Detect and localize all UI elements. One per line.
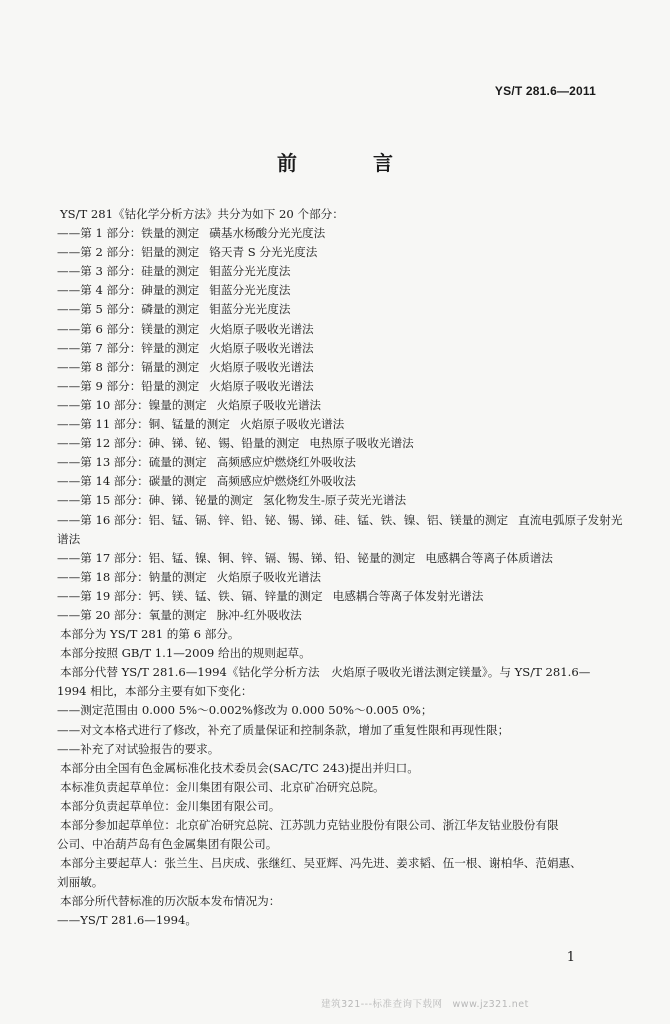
part-item xyxy=(57,224,605,243)
paragraph: 本部分为 YS/T 281 的第 6 部分。 xyxy=(60,627,240,642)
part-label: ——第 7 部分：锌量的测定 xyxy=(57,340,200,355)
intro-paragraph: YS/T 281《钴化学分析方法》共分为如下 20 个部分： xyxy=(60,207,344,221)
watermark-text: 建筑321---标准查询下载网 www.jz321.net xyxy=(321,999,529,1010)
page-number: 1 xyxy=(566,950,575,965)
part-method: 直流电弧原子发射光 xyxy=(518,512,623,527)
part-method: 火焰原子吸收光谱法 xyxy=(209,321,314,336)
part-method: 火焰原子吸收光谱法 xyxy=(216,397,322,412)
part-item xyxy=(57,339,605,358)
part-method: 火焰原子吸收光谱法 xyxy=(239,417,345,432)
paragraph: 本部分代替 YS/T 281.6—1994《钴化学分析方法 火焰原子吸收光谱法测定镁量》。与 YS/T 281.6— xyxy=(60,665,591,680)
part-item xyxy=(57,587,605,606)
part-item xyxy=(57,262,605,281)
part-method: 火焰原子吸收光谱法 xyxy=(209,378,314,393)
part-label: ——第 18 部分：钠量的测定 xyxy=(57,569,207,584)
part-item xyxy=(57,300,605,319)
part-label: ——第 6 部分：镁量的测定 xyxy=(57,321,200,336)
part-item xyxy=(57,511,623,530)
part-method: 氢化物发生-原子荧光光谱法 xyxy=(263,493,407,508)
part-item xyxy=(57,377,605,396)
page-title: 前 言 xyxy=(277,151,421,175)
part-method: 火焰原子吸收光谱法 xyxy=(209,340,314,355)
part-item xyxy=(57,549,605,568)
paragraph: 本部分按照 GB/T 1.1—2009 给出的规则起草。 xyxy=(60,646,311,661)
part-label: ——第 20 部分：氧量的测定 xyxy=(57,607,207,622)
part-item xyxy=(57,434,605,453)
part-method: 电感耦合等离子体发射光谱法 xyxy=(332,588,484,603)
part-label: ——第 3 部分：硅量的测定 xyxy=(57,264,200,279)
standard-code: YS/T 281.6—2011 xyxy=(494,84,596,98)
part-label: ——第 12 部分：砷、锑、铋、锡、铅量的测定 xyxy=(57,436,300,451)
paragraph-continuation: 公司、中冶葫芦岛有色金属集团有限公司。 xyxy=(57,837,278,852)
part-item xyxy=(57,358,605,377)
part-item xyxy=(57,243,605,262)
part-label: ——第 19 部分：钙、镁、锰、铁、镉、锌量的测定 xyxy=(57,588,323,603)
part-label: ——第 16 部分：铝、锰、镉、锌、铅、铋、锡、锑、硅、锰、铁、镍、铝、镁量的测定 xyxy=(57,512,509,527)
part-label: ——第 15 部分：砷、锑、铋量的测定 xyxy=(57,493,254,508)
part-label: ——第 14 部分：碳量的测定 xyxy=(57,474,207,489)
part-label: ——第 2 部分：铝量的测定 xyxy=(57,245,200,260)
paragraph: 本部分参加起草单位：北京矿冶研究总院、江苏凯力克钴业股份有限公司、浙江华友钴业股份有限 xyxy=(60,818,559,832)
part-label: ——第 4 部分：砷量的测定 xyxy=(57,283,200,298)
part-method: 钼蓝分光光度法 xyxy=(209,302,291,317)
part-method: 磺基水杨酸分光光度法 xyxy=(209,226,326,241)
part-label: ——第 8 部分：镉量的测定 xyxy=(57,359,200,374)
paragraph: 本部分所代替标准的历次版本发布情况为： xyxy=(60,894,281,909)
part-item xyxy=(57,281,605,300)
part-item-continuation: 谱法 xyxy=(57,531,81,546)
part-method: 高频感应炉燃烧红外吸收法 xyxy=(216,474,356,489)
part-item xyxy=(57,453,605,472)
part-method: 火焰原子吸收光谱法 xyxy=(209,359,314,374)
change-item: ——测定范围由 0.000 5%～0.002%修改为 0.000 50%～0.005 0%； xyxy=(57,703,433,718)
document-body xyxy=(57,205,623,931)
part-method: 钼蓝分光光度法 xyxy=(209,283,291,298)
part-item xyxy=(57,472,605,491)
part-method: 钼蓝分光光度法 xyxy=(209,264,291,279)
change-item: ——对文本格式进行了修改，补充了质量保证和控制条款，增加了重复性限和再现性限； xyxy=(57,722,510,737)
part-method: 高频感应炉燃烧红外吸收法 xyxy=(216,455,356,470)
part-item xyxy=(57,606,605,625)
paragraph: 本部分负责起草单位：金川集团有限公司。 xyxy=(60,798,281,813)
part-method: 电感耦合等离子体质谱法 xyxy=(425,550,553,565)
part-label: ——第 10 部分：镍量的测定 xyxy=(57,397,207,412)
change-item: ——补充了对试验报告的要求。 xyxy=(57,741,220,756)
part-item xyxy=(57,491,605,510)
part-label: ——第 11 部分：铜、锰量的测定 xyxy=(57,417,230,432)
part-method: 电热原子吸收光谱法 xyxy=(309,436,414,451)
paragraph: 本部分主要起草人：张兰生、吕庆成、张继红、吴亚辉、冯先进、姜求韬、伍一根、谢柏华、范娟惠、 xyxy=(60,856,582,871)
part-label: ——第 17 部分：铝、锰、镍、铜、锌、镉、锡、锑、铅、铋量的测定 xyxy=(57,550,416,565)
part-label: ——第 1 部分：铁量的测定 xyxy=(57,226,200,241)
part-method: 铬天青 S 分光光度法 xyxy=(209,245,318,260)
part-item xyxy=(57,396,605,415)
paragraph: 本标准负责起草单位：金川集团有限公司、北京矿冶研究总院。 xyxy=(60,779,385,794)
paragraph: 本部分由全国有色金属标准化技术委员会(SAC/TC 243)提出并归口。 xyxy=(60,760,419,775)
part-method: 火焰原子吸收光谱法 xyxy=(216,569,322,584)
paragraph-continuation: 刘丽敏。 xyxy=(57,875,104,890)
history-item: ——YS/T 281.6—1994。 xyxy=(57,913,197,928)
part-item xyxy=(57,568,605,587)
part-item xyxy=(57,320,605,339)
part-label: ——第 9 部分：铅量的测定 xyxy=(57,378,200,393)
part-method: 脉冲-红外吸收法 xyxy=(216,607,302,622)
part-label: ——第 13 部分：硫量的测定 xyxy=(57,455,207,470)
paragraph-continuation: 1994 相比，本部分主要有如下变化： xyxy=(57,684,253,699)
part-item xyxy=(57,415,605,434)
part-label: ——第 5 部分：磷量的测定 xyxy=(57,302,200,317)
